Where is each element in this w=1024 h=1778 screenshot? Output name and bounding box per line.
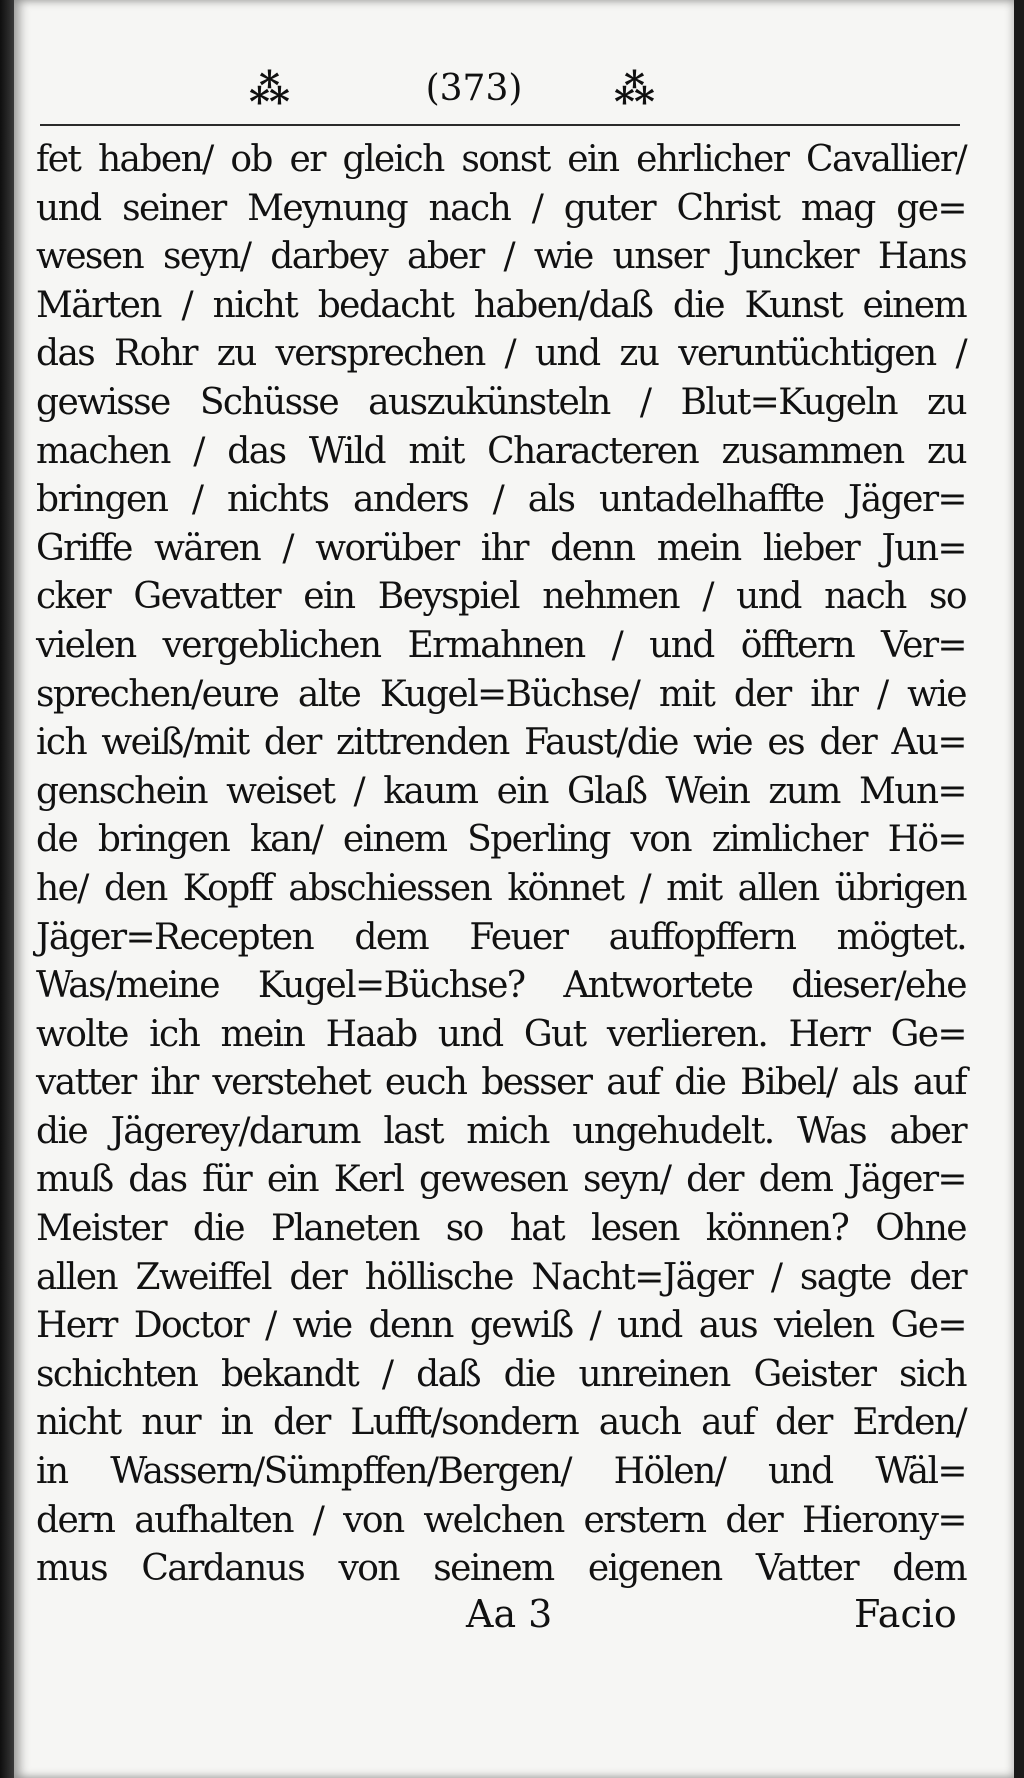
text-line: und seiner Meynung nach / guter Christ mag ge= <box>36 187 966 229</box>
text-line: Griffe wären / worüber ihr denn mein lieber Jun= <box>36 527 966 569</box>
text-line: die Jägerey/darum last mich ungehudelt. Was aber <box>36 1110 966 1152</box>
ornament-left-icon: ⁂ <box>249 66 288 113</box>
signature-mark: Aa 3 <box>466 1592 553 1636</box>
text-line: Meister die Planeten so hat lesen können? Ohne <box>36 1208 966 1250</box>
text-line: wolte ich mein Haab und Gut verlieren. Herr Ge= <box>36 1013 966 1055</box>
text-line: bringen / nichts anders / als untadelhaffte Jäger= <box>36 479 966 521</box>
page-footer <box>14 1592 1014 1652</box>
ornament-right-icon: ⁂ <box>614 66 653 113</box>
text-line: schichten bekandt / daß die unreinen Geister sich <box>36 1353 966 1395</box>
text-line: wesen seyn/ darbey aber / wie unser Juncker Hans <box>36 236 966 278</box>
text-line: allen Zweiffel der höllische Nacht=Jäger / sagte der <box>36 1256 966 1298</box>
text-line: muß das für ein Kerl gewesen seyn/ der dem Jäger= <box>36 1159 966 1201</box>
text-line: Was/meine Kugel=Büchse? Antwortete dieser/ehe <box>36 965 966 1007</box>
text-line: fet haben/ ob er gleich sonst ein ehrlicher Cavallier/ <box>36 139 966 180</box>
text-line: nicht nur in der Lufft/sondern auch auf der Erden/ <box>36 1402 966 1444</box>
text-line: vatter ihr verstehet euch besser auf die Bibel/ als auf <box>36 1062 966 1104</box>
text-line: Jäger=Recepten dem Feuer auffopffern mögtet. <box>36 916 966 958</box>
text-line: dern aufhalten / von welchen erstern der Hierony= <box>36 1499 966 1541</box>
book-page <box>14 0 1014 1778</box>
page-header <box>14 62 1014 122</box>
text-line: mus Cardanus von seinem eigenen Vatter dem <box>36 1548 966 1590</box>
page-number: (373) <box>425 68 523 109</box>
text-line: machen / das Wild mit Characteren zusammen zu <box>36 430 966 472</box>
text-line: ich weiß/mit der zittrenden Faust/die wie es der Au= <box>36 722 966 764</box>
text-line: Herr Doctor / wie denn gewiß / und aus vielen Ge= <box>36 1305 966 1347</box>
text-line: genschein weiset / kaum ein Glaß Wein zum Mun= <box>36 770 966 812</box>
text-line: sprechen/eure alte Kugel=Büchse/ mit der ihr / wie <box>36 673 966 715</box>
book-spine-shadow <box>0 0 14 1778</box>
catchword: Facio <box>854 1592 957 1636</box>
text-line: de bringen kan/ einem Sperling von zimlicher Hö= <box>36 819 966 861</box>
text-line: cker Gevatter ein Beyspiel nehmen / und nach so <box>36 576 966 618</box>
text-line: gewisse Schüsse auszukünsteln / Blut=Kugeln zu <box>36 381 966 423</box>
text-line: Märten / nicht bedacht haben/daß die Kunst einem <box>36 284 966 326</box>
body-text <box>36 136 966 1594</box>
header-rule <box>40 124 960 126</box>
text-line: das Rohr zu versprechen / und zu veruntüchtigen / <box>36 333 966 375</box>
text-line: vielen vergeblichen Ermahnen / und öfftern Ver= <box>36 624 966 666</box>
text-line: in Wassern/Sümpffen/Bergen/ Hölen/ und Wäl= <box>36 1451 966 1493</box>
text-line: he/ den Kopff abschiessen könnet / mit allen übrigen <box>36 867 966 909</box>
